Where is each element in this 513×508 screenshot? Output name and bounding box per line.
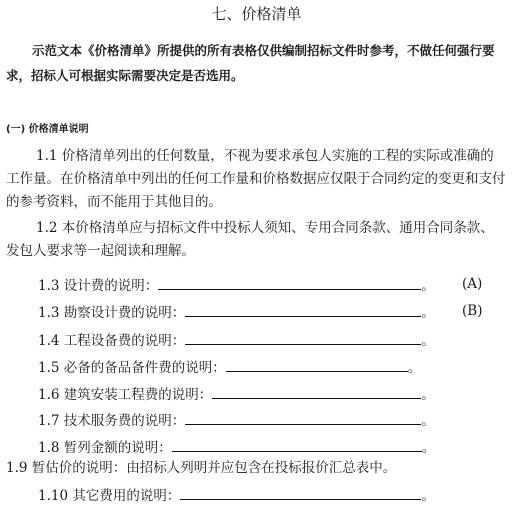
fill-in-blank[interactable] (158, 273, 421, 290)
fill-in-blank[interactable] (185, 408, 421, 425)
clause-item-label: 1.3 勘察设计费的说明： (38, 305, 186, 321)
clause-item-end: 。 (421, 278, 435, 294)
clause-item-end: 。 (421, 305, 435, 321)
clause-item-label: 1.10 其它费用的说明： (38, 488, 181, 504)
section-heading: (一) 价格清单说明 (6, 124, 89, 135)
usage-note-text: 示范文本《价格清单》所提供的所有表格仅供编制招标文件时参考，不做任何强行要求，招标人可根据实际需要决定是否选用。 (6, 43, 495, 83)
clause-item-end: 。 (421, 387, 435, 403)
clause-1-1-text: 1.1 价格清单列出的任何数量，不视为要求承包人实施的工程的实际或准确的工作量。在价格清单中列出的任何工作量和价格数据应仅限于合同约定的变更和支付的参考资料，而不能用于其他目的。 (6, 148, 506, 210)
clause-item (38, 408, 435, 431)
clause-item (38, 328, 435, 351)
clause-item-end: 。 (407, 360, 422, 376)
clause-item (38, 483, 435, 506)
page-title: 七、价格清单 (211, 5, 302, 23)
clause-item-end: 。 (421, 488, 435, 504)
clause-item-end: 。 (421, 333, 435, 349)
clause-item-end: 。 (421, 440, 436, 456)
clause-1-2 (6, 217, 506, 263)
clause-item-label: 1.7 技术服务费的说明： (38, 413, 186, 429)
clause-1-9: 1.9 暂估价的说明：由招标人列明并应包含在投标报价汇总表中。 (6, 460, 397, 476)
usage-note (6, 38, 506, 88)
clause-item (38, 273, 435, 296)
fill-in-blank[interactable] (172, 435, 422, 452)
clause-item (38, 355, 421, 378)
fill-in-blank[interactable] (212, 382, 421, 399)
clause-item-label: 1.3 设计费的说明： (38, 278, 159, 294)
variant-mark: (B) (462, 303, 483, 319)
variant-mark: (A) (462, 276, 483, 292)
clause-item (38, 300, 435, 323)
fill-in-blank[interactable] (185, 300, 421, 317)
fill-in-blank[interactable] (226, 355, 408, 372)
clause-1-1 (6, 145, 506, 214)
fill-in-blank[interactable] (180, 483, 421, 500)
fill-in-blank[interactable] (185, 328, 421, 345)
clause-item-label: 1.5 必备的备品备件费的说明： (38, 360, 226, 376)
clause-item-label: 1.8 暂列金额的说明： (38, 440, 172, 456)
clause-item-end: 。 (421, 413, 435, 429)
clause-item-label: 1.4 工程设备费的说明： (38, 333, 186, 349)
clause-1-2-text: 1.2 本价格清单应与招标文件中投标人须知、专用合同条款、通用合同条款、发包人要求等一起阅读和理解。 (6, 220, 494, 259)
clause-item (38, 435, 435, 458)
clause-item (38, 382, 435, 405)
clause-item-label: 1.6 建筑安装工程费的说明： (38, 387, 213, 403)
